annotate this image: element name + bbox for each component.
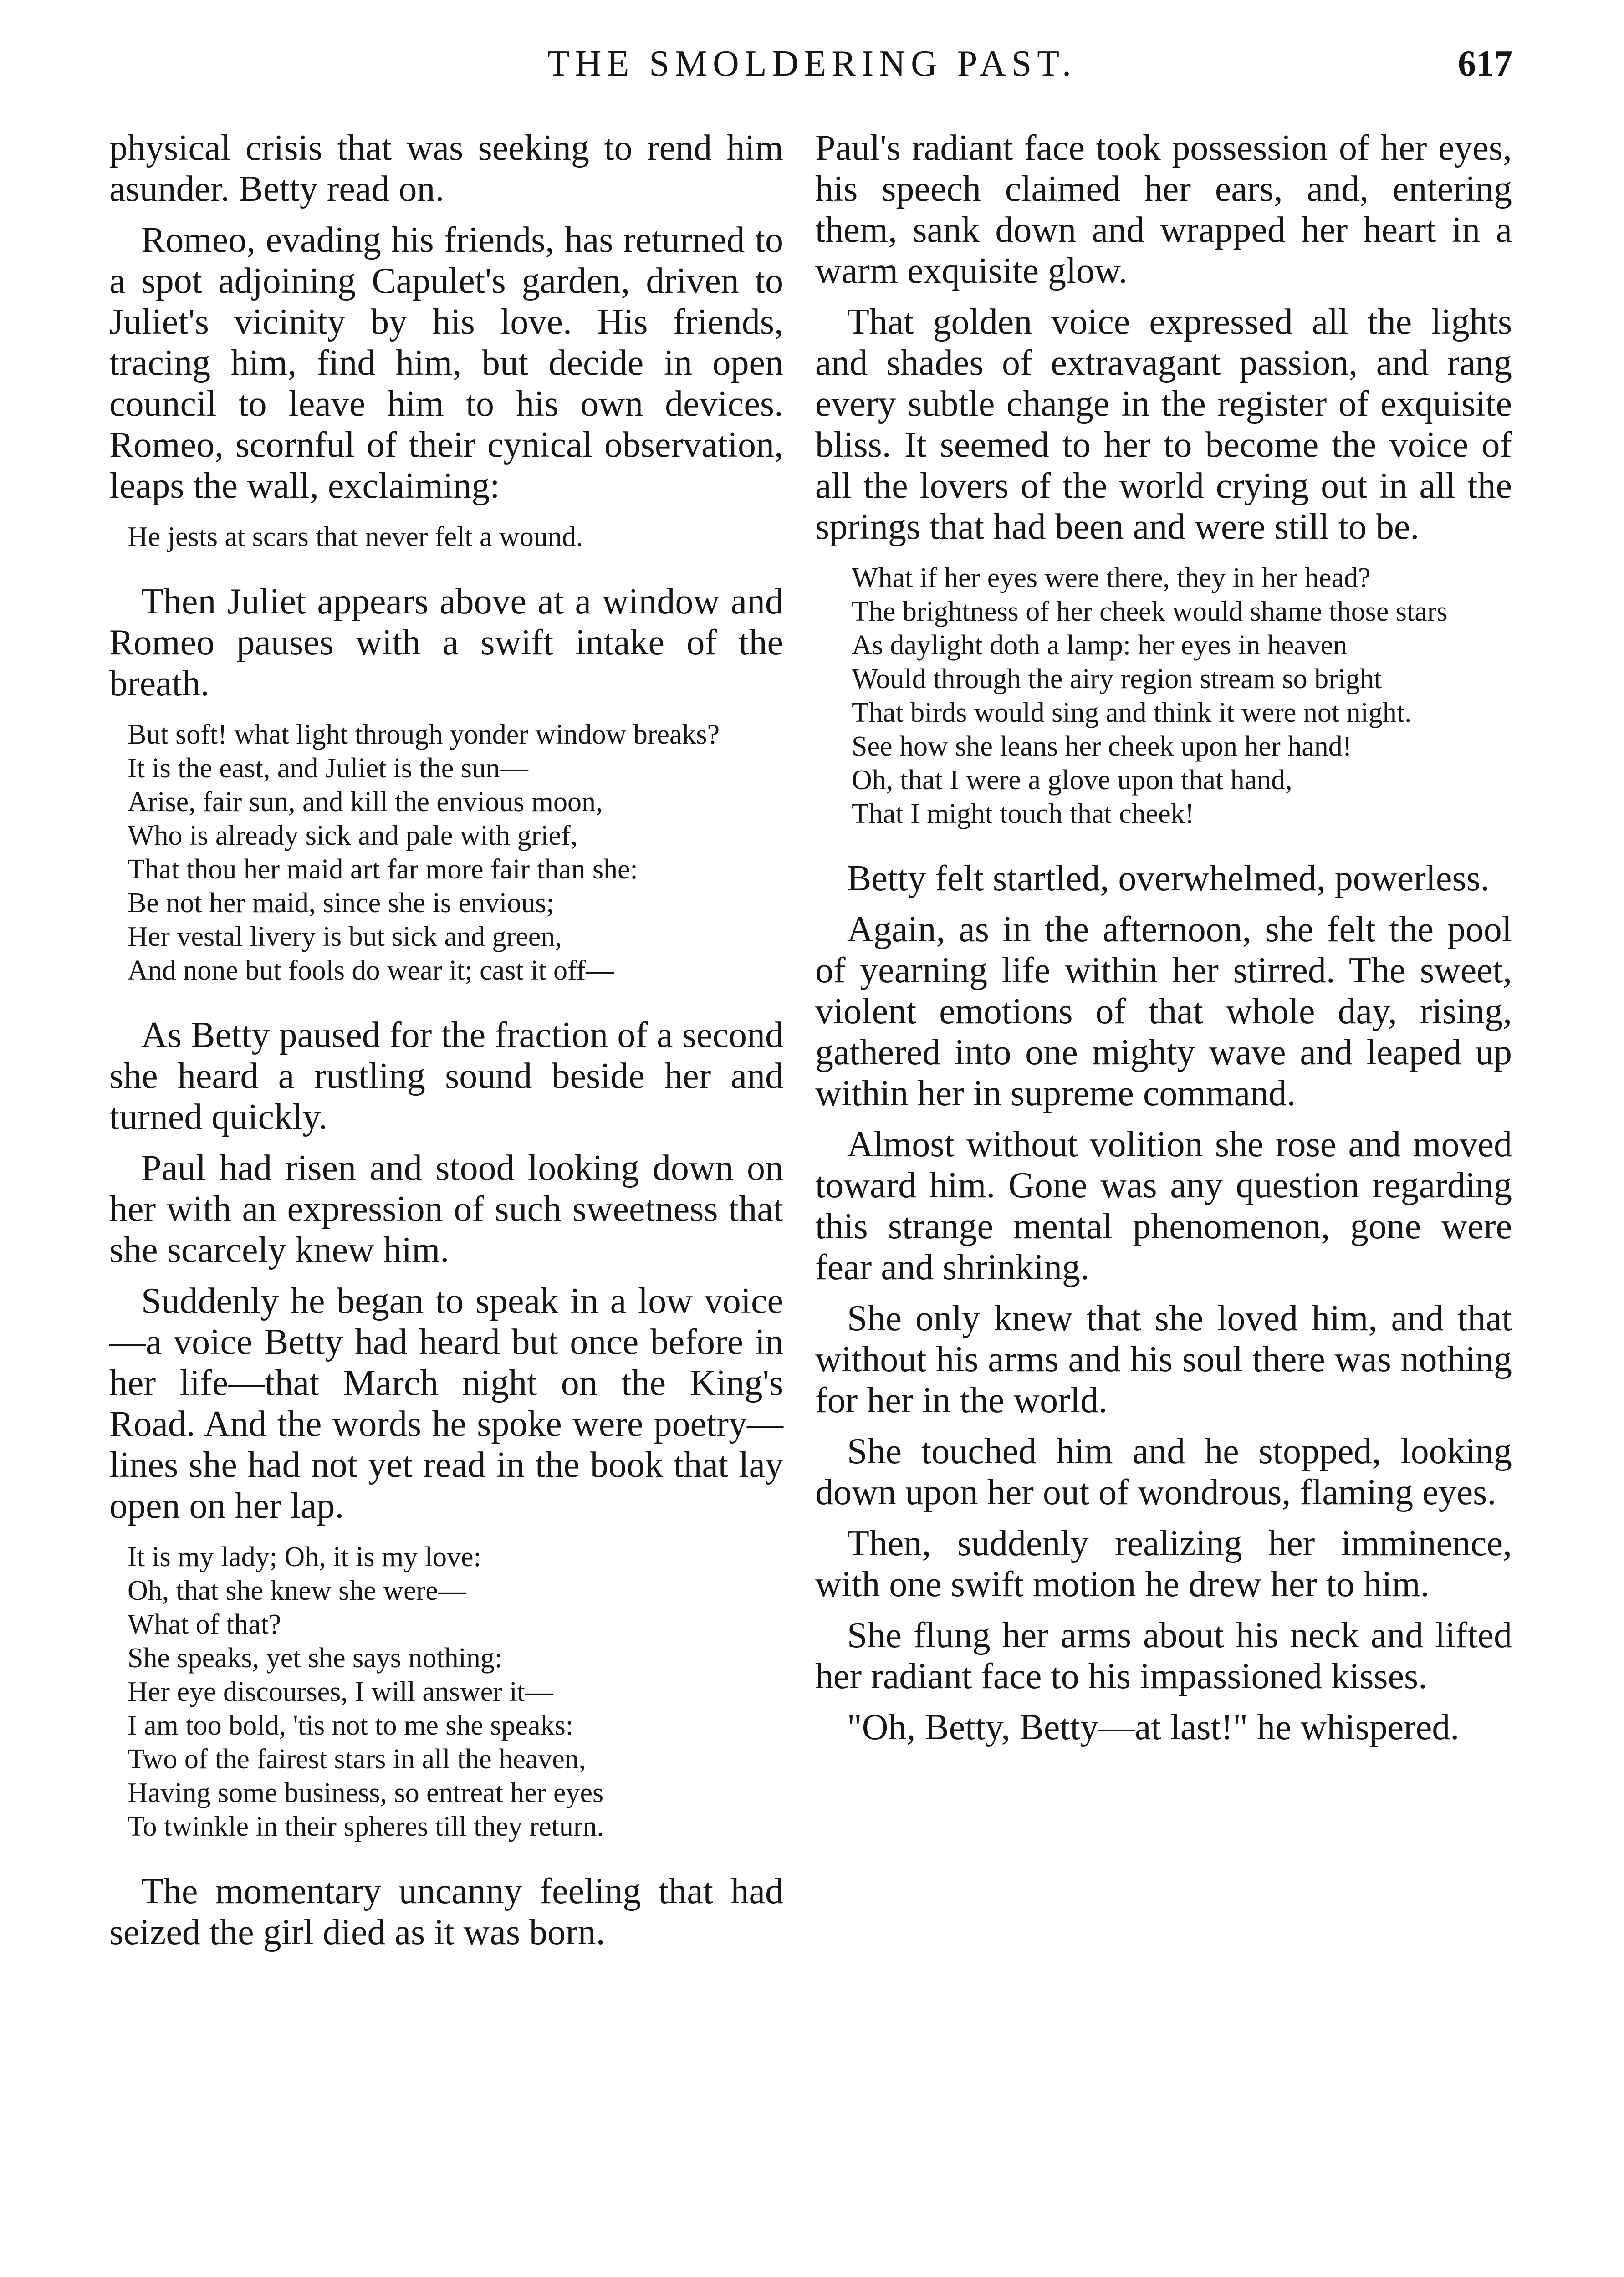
verse-block xyxy=(128,1540,783,1843)
verse-block xyxy=(128,520,783,554)
verse-line: And none but fools do wear it; cast it off— xyxy=(128,955,614,986)
verse-line: What if her eyes were there, they in her head? xyxy=(852,562,1371,593)
paragraph: As Betty paused for the fraction of a second she heard a rustling sound beside her and turned quickly. xyxy=(109,1015,783,1137)
verse-line: See how she leans her cheek upon her hand! xyxy=(852,731,1352,762)
verse-line: It is the east, and Juliet is the sun— xyxy=(128,753,528,784)
paragraph: Then Juliet appears above at a window and Romeo pauses with a swift intake of the breath. xyxy=(109,582,783,704)
paragraph: Paul had risen and stood looking down on her with an expression of such sweetness that she scarcely knew him. xyxy=(109,1148,783,1270)
verse-line: That birds would sing and think it were not night. xyxy=(852,697,1412,728)
right-column xyxy=(815,128,1512,1758)
verse-line: Would through the airy region stream so bright xyxy=(852,664,1382,694)
running-title: THE SMOLDERING PAST. xyxy=(547,44,1077,84)
verse-line: But soft! what light through yonder window breaks? xyxy=(128,719,720,750)
verse-line: To twinkle in their spheres till they return. xyxy=(128,1811,604,1842)
paragraph: She flung her arms about his neck and lifted her radiant face to his impassioned kisses. xyxy=(815,1615,1512,1696)
verse-line: It is my lady; Oh, it is my love: xyxy=(128,1542,481,1572)
verse-line: Who is already sick and pale with grief, xyxy=(128,820,578,851)
paragraph: Suddenly he began to speak in a low voice—a voice Betty had heard but once before in her life—that March night on the King's Road. And the words he spoke were poetry—lines she had not yet read in the book that lay open on her lap. xyxy=(109,1281,783,1526)
paragraph: Almost without volition she rose and moved toward him. Gone was any question regarding this strange mental phenomenon, gone were fear and shrinking. xyxy=(815,1124,1512,1287)
paragraph: Again, as in the afternoon, she felt the pool of yearning life within her stirred. The sweet, violent emotions of that whole day, rising, gathered into one mighty wave and leaped up within her in supreme command. xyxy=(815,909,1512,1113)
verse-line: Arise, fair sun, and kill the envious moon, xyxy=(128,786,603,817)
verse-line: Oh, that I were a glove upon that hand, xyxy=(852,765,1292,796)
verse-line: Be not her maid, since she is envious; xyxy=(128,888,554,919)
paragraph: She only knew that she loved him, and that without his arms and his soul there was nothing for her in the world. xyxy=(815,1298,1512,1420)
verse-line: I am too bold, 'tis not to me she speaks: xyxy=(128,1710,573,1741)
left-column xyxy=(109,128,783,1963)
verse-line: The brightness of her cheek would shame those stars xyxy=(852,596,1448,627)
verse-line: Her eye discourses, I will answer it— xyxy=(128,1676,553,1707)
verse-block xyxy=(852,561,1512,831)
paragraph: Betty felt startled, overwhelmed, powerless. xyxy=(847,858,1490,899)
paragraph: Then, suddenly realizing her imminence, with one swift motion he drew her to him. xyxy=(815,1523,1512,1604)
verse-line: Having some business, so entreat her eyes xyxy=(128,1777,604,1808)
verse-line: Oh, that she knew she were— xyxy=(128,1575,466,1606)
verse-line: Two of the fairest stars in all the heaven, xyxy=(128,1744,586,1775)
page-header xyxy=(0,39,1624,89)
paragraph: The momentary uncanny feeling that had seized the girl died as it was born. xyxy=(109,1871,783,1952)
paragraph: Romeo, evading his friends, has returned to a spot adjoining Capulet's garden, driven to Juliet's vicinity by his love. His friends, tracing him, find him, but decide in open council to leave him to his own devices. Romeo, scornful of their cynical observation, leaps the wall, exclaiming: xyxy=(109,220,783,506)
verse-line: He jests at scars that never felt a wound. xyxy=(128,521,583,552)
page-number: 617 xyxy=(1458,44,1512,84)
paragraph: physical crisis that was seeking to rend him asunder. Betty read on. xyxy=(109,128,783,209)
verse-line: What of that? xyxy=(128,1609,281,1640)
paragraph: "Oh, Betty, Betty—at last!" he whispered. xyxy=(847,1707,1460,1747)
verse-block xyxy=(128,718,783,987)
verse-line: She speaks, yet she says nothing: xyxy=(128,1643,503,1674)
paragraph: That golden voice expressed all the lights and shades of extravagant passion, and rang every subtle change in the register of exquisite bliss. It seemed to her to become the voice of all the lovers of the world crying out in all the springs that had been and were still to be. xyxy=(815,302,1512,547)
verse-line: That thou her maid art far more fair than she: xyxy=(128,854,638,885)
paragraph: Paul's radiant face took possession of her eyes, his speech claimed her ears, and, entering them, sank down and wrapped her heart in a warm exquisite glow. xyxy=(815,128,1512,291)
paragraph: She touched him and he stopped, looking down upon her out of wondrous, flaming eyes. xyxy=(815,1431,1512,1512)
verse-line: Her vestal livery is but sick and green, xyxy=(128,921,562,952)
verse-line: As daylight doth a lamp: her eyes in heaven xyxy=(852,630,1348,661)
verse-line: That I might touch that cheek! xyxy=(852,798,1195,829)
